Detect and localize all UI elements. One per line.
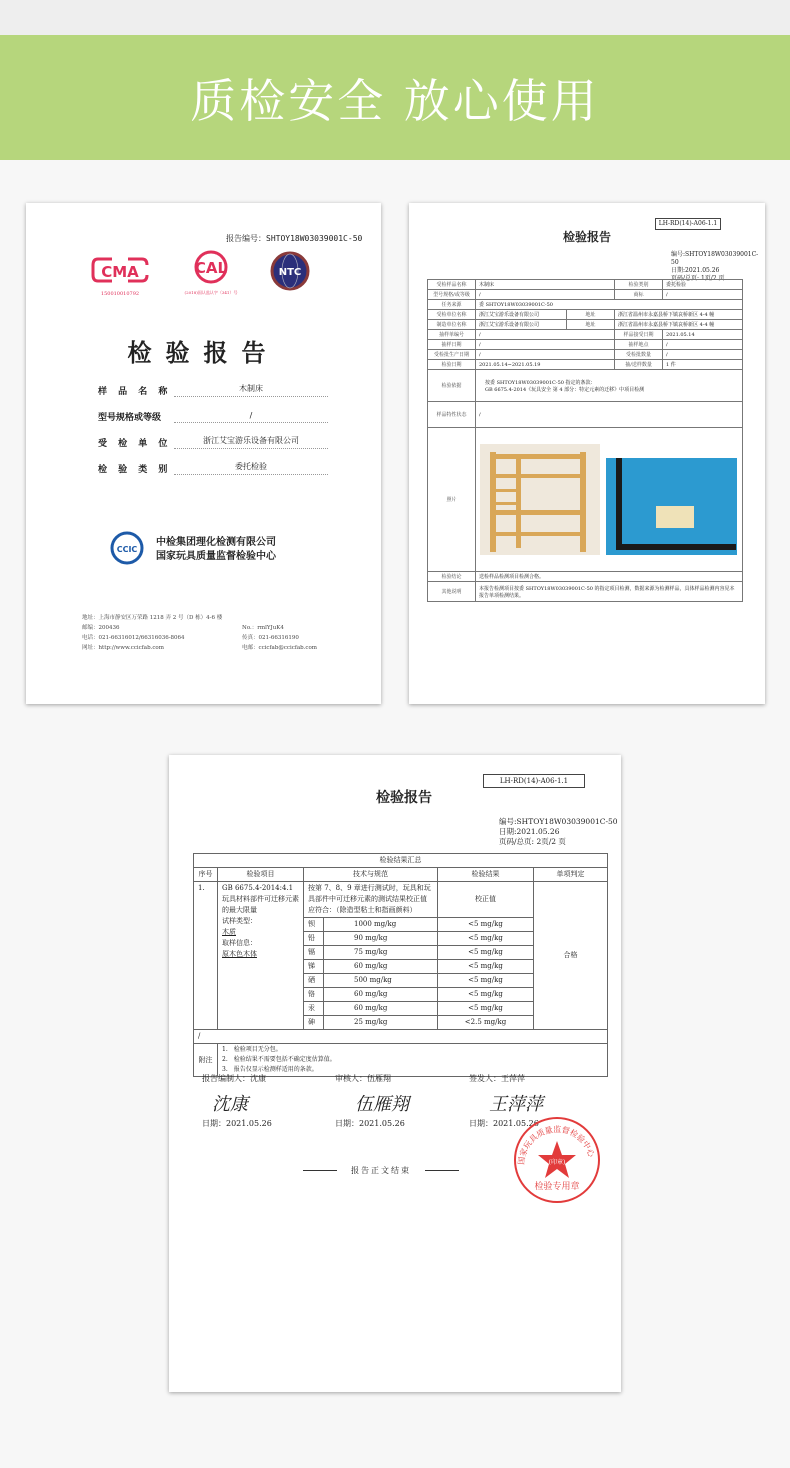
table-cell: 2021.05.14 [663,330,743,340]
table-cell: 浙江艾宝游乐设备有限公司 [476,310,567,320]
official-stamp [512,1115,602,1205]
form-code: LH-RD(14)-A06-1.1 [655,218,721,230]
table-cell: 60 mg/kg [324,988,438,1002]
table-cell: 其他说明 [428,582,476,602]
table-cell: 检验依据 [428,370,476,402]
banner [0,35,790,160]
table-cell: 校正值 [438,882,534,918]
table-cell: 受检批数量 [615,350,663,360]
table-cell: 抽样单编号 [428,330,476,340]
table-cell: 型号规格/或等级 [428,290,476,300]
table-cell: 受检批生产日期 [428,350,476,360]
report-page-2 [169,755,621,1392]
table-cell: 1000 mg/kg [324,918,438,932]
table-cell: 抽样地点 [615,340,663,350]
table-cell: / [476,290,615,300]
signer-2: 审核人：伍雁翔 伍雁翔 日期：2021.05.26 [335,1074,409,1128]
table-cell: / [663,340,743,350]
report-page-1 [409,203,765,704]
table-cell: 送检样品检测项目检测合格。 [476,572,743,582]
form-code: LH-RD(14)-A06-1.1 [483,774,585,788]
cma-logo [90,251,150,301]
table-cell: 硒 [304,974,324,988]
ccic-logo [110,531,144,565]
table-cell: 钡 [304,918,324,932]
field-type: 检 验 类 别 委托检验 [98,457,328,475]
report-number: 报告编号：SHTOY18W03039001C-50 [226,234,363,243]
table-cell: 500 mg/kg [324,974,438,988]
table-cell: 检验结果 [438,868,534,882]
results-table [193,853,608,1077]
table-cell: 镉 [304,946,324,960]
table-cell: <5 mg/kg [438,946,534,960]
svg-text:检验专用章: 检验专用章 [534,1182,580,1192]
organization-name: 中检集团理化检测有限公司 国家玩具质量监督检验中心 [156,537,276,562]
table-cell: 商标 [615,290,663,300]
table-cell: 合格 [534,882,608,1030]
table-cell: 60 mg/kg [324,960,438,974]
table-cell: 本报告检测项目按委 SHTOY18W03039001C-50 的指定项目检测，数据来源为检测样品，具体样品检测内容见本报告单项检测结果。 [476,582,743,602]
ntc-logo [270,251,310,291]
table-cell: <5 mg/kg [438,1002,534,1016]
svg-text:NTC: NTC [278,267,302,278]
footer-contact-2: No.：rmlYJuK4 传真：021-66316190 电邮：ccicfab@ccicfab.com [242,625,318,651]
table-cell: <5 mg/kg [438,918,534,932]
table-cell: 1. [194,882,218,1030]
cal-logo [181,249,241,299]
svg-text:(2018)国认监认字（341）号: (2018)国认监认字（341）号 [184,290,238,295]
table-cell: 地址 [567,310,615,320]
table-cell: 委 SHTOY18W03039001C-50 [476,300,743,310]
svg-text:(印章): (印章) [548,1159,566,1166]
table-cell: 按第 7、8、9 章进行测试时，玩具和玩具部件中可迁移元素的测试结果校正值应符合：（除造型粘土和指画颜料） [304,882,438,918]
table-cell: 检验结果汇总 [194,854,608,868]
table-cell: / [476,340,615,350]
table-cell: 地址 [567,320,615,330]
table-cell: 技术与规范 [304,868,438,882]
table-cell: <2.5 mg/kg [438,1016,534,1030]
table-cell: 汞 [304,1002,324,1016]
svg-text:国家玩具质量监督检验中心: 国家玩具质量监督检验中心 [516,1124,596,1166]
table-cell: / [476,402,743,428]
table-cell: 检验日期 [428,360,476,370]
table-cell: 单项判定 [534,868,608,882]
table-cell: 90 mg/kg [324,932,438,946]
table-cell: 25 mg/kg [324,1016,438,1030]
report-title: 检验报告 [562,230,611,244]
table-cell: / [476,350,615,360]
report-title: 检验报告 [376,790,432,806]
table-cell: 60 mg/kg [324,1002,438,1016]
table-cell: <5 mg/kg [438,960,534,974]
table-cell: <5 mg/kg [438,932,534,946]
sample-info-table [427,279,743,602]
svg-text:150010010792: 150010010792 [100,291,140,297]
table-cell: / [476,330,615,340]
svg-text:CCIC: CCIC [116,545,138,554]
table-cell [476,428,743,572]
table-cell: 1. 检验项目无分包。 2. 检验结果不需要包括不确定度估算值。 3. 报告仅显示检测样适用的条款。 [218,1044,608,1077]
table-cell: GB 6675.4-2014:4.1 玩具材料部件可迁移元素的最大限量 试样类型： 木质 取样信息： 原木色木体 [218,882,304,1030]
banner-title: 质检安全 放心使用 [190,73,600,128]
table-cell: 样品特性状态 [428,402,476,428]
table-cell: <5 mg/kg [438,974,534,988]
table-cell: 检验结论 [428,572,476,582]
footer-contact: 地址：上海市静安区万荣路 1218 弄 2 号（D 栋）4-6 楼 邮编：200436 电话：021-66316012/66316036-8064 网址：http://www.ccicfab.com [82,615,223,651]
table-cell: 木制床 [476,280,615,290]
table-cell: 抽/送样数量 [615,360,663,370]
table-cell: 浙江艾宝游乐设备有限公司 [476,320,567,330]
wood-sample-photo [606,458,737,555]
table-cell: 浙江省温州市永嘉县桥下镇哀桥新区 4-4 幢 [615,310,743,320]
table-cell: 附注 [194,1044,218,1077]
top-strip [0,0,790,35]
end-of-report: 报告正文结束 [303,1165,459,1176]
bunk-bed-photo [480,444,600,555]
signer-3: 签发人：王萍萍 王萍萍 日期：2021.05.26 [469,1074,543,1128]
svg-text:CMA: CMA [101,263,139,281]
table-cell: 受检样品名称 [428,280,476,290]
table-cell: 锑 [304,960,324,974]
table-cell: / [663,290,743,300]
table-cell: <5 mg/kg [438,988,534,1002]
field-client: 受 检 单 位 浙江艾宝游乐设备有限公司 [98,431,328,449]
table-cell: 按委 SHTOY18W03039001C-50 指定的条款： GB 6675.4-2014《玩具安全 第 4 部分：特定元素的迁移》中项目检测 [476,370,743,402]
table-cell: 砷 [304,1016,324,1030]
table-cell: / [194,1030,608,1044]
signer-1: 报告编制人：沈康 沈康 日期：2021.05.26 [202,1074,272,1128]
report-cover [26,203,381,704]
field-model: 型号规格或等级 / [98,405,328,423]
report-title: 检验报告 [127,339,280,367]
table-cell: 检验项目 [218,868,304,882]
report-meta: 编号:SHTOY18W03039001C-50 日期:2021.05.26 页码/总页: 2页/2 页 [499,817,618,846]
table-cell: 铅 [304,932,324,946]
table-cell: 任务来源 [428,300,476,310]
table-cell: 委托检验 [663,280,743,290]
svg-text:CAL: CAL [194,259,228,277]
table-cell: 浙江省温州市永嘉县桥下镇哀桥新区 4-4 幢 [615,320,743,330]
table-cell: 抽样日期 [428,340,476,350]
table-cell: / [663,350,743,360]
table-cell: 样品接受日期 [615,330,663,340]
table-cell: 受检单位名称 [428,310,476,320]
table-cell: 照片 [428,428,476,572]
table-cell: 制造单位名称 [428,320,476,330]
report-meta: 编号:SHTOY18W03039001C-50 日期:2021.05.26 页码/总页: 1页/2 页 [671,251,759,282]
field-sample-name: 样 品 名 称 木制床 [98,379,328,397]
table-cell: 1 件 [663,360,743,370]
table-cell: 检验类别 [615,280,663,290]
table-cell: 铬 [304,988,324,1002]
table-cell: 2021.05.14~2021.05.19 [476,360,615,370]
table-cell: 75 mg/kg [324,946,438,960]
table-cell: 序号 [194,868,218,882]
